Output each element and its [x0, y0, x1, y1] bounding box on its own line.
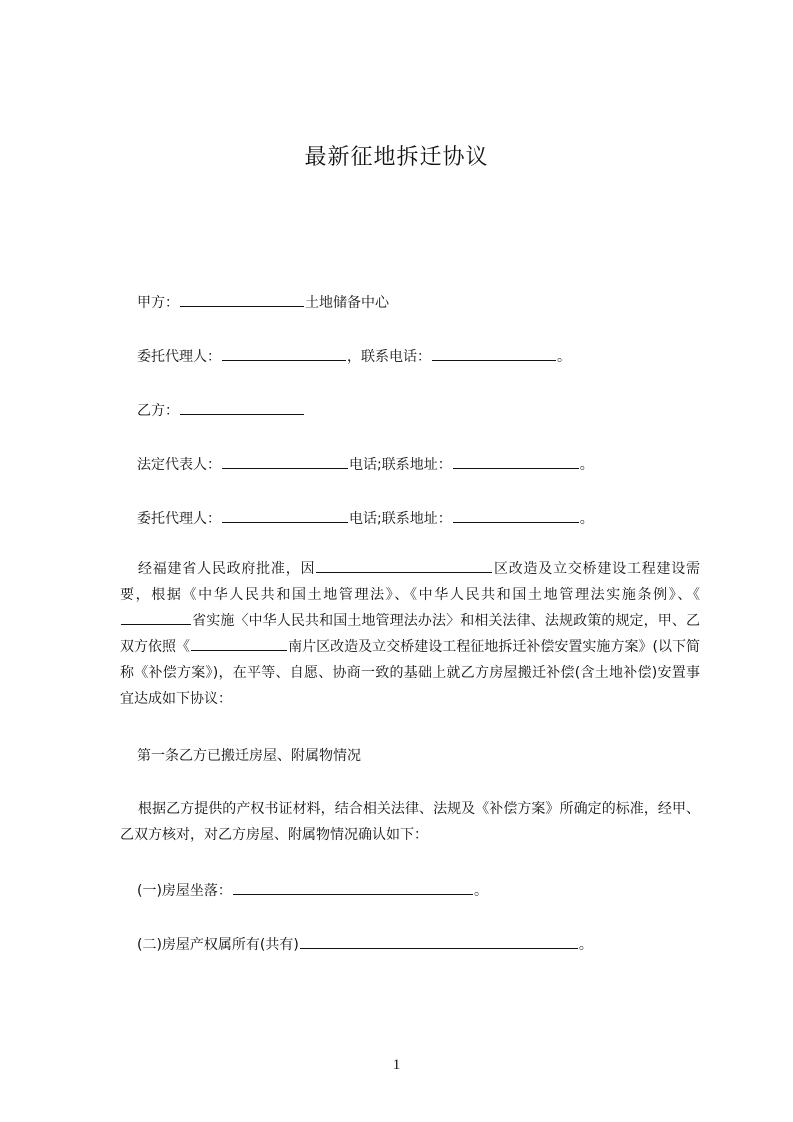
agent1-line: [137, 345, 571, 366]
item2-blank: [300, 933, 578, 949]
agent1-label: 委托代理人：: [137, 349, 221, 365]
party-a-blank: [180, 291, 304, 307]
party-a-label: 甲方：: [137, 295, 179, 311]
para1-blank-1: [316, 557, 492, 573]
legal-rep-label: 法定代表人：: [137, 457, 221, 473]
party-b-line: [137, 399, 305, 420]
para1-blank-2: [121, 609, 191, 625]
item-2-line: [137, 933, 593, 954]
agent2-end: 。: [579, 511, 594, 527]
party-b-label: 乙方：: [137, 403, 179, 419]
agent1-end: 。: [557, 349, 571, 365]
para1-part-d: 省实施〈中华人民共和国土地管理法办法〉和相关法律、法规政策的规定，甲、乙双方依照《: [120, 613, 700, 655]
agent1-mid: ，联系电话：: [347, 349, 431, 365]
item2-label: (二)房屋产权属所有(共有): [137, 937, 299, 953]
legal-rep-line: [137, 453, 594, 474]
item2-end: 。: [578, 937, 593, 953]
legal-rep-mid: 电话;联系地址：: [349, 457, 452, 473]
para1-part-c: 工程建设需要，根据《中华人民共和国土地管理法》、《中华人民共和国土地管理法实施条例》、《: [120, 561, 701, 603]
para1-part-e: 南片区改造及立交桥建设工程征地拆迁补偿安置实施方案》(以下简称《补偿方案》)，在平等、自愿、协商一致的基础上就乙方房屋搬迁补偿(含土地补偿)安置事宜达成如下协议：: [120, 639, 700, 707]
party-b-blank: [180, 399, 304, 415]
agent2-blank: [222, 507, 348, 523]
page-number: 1: [392, 1057, 401, 1073]
agent1-phone-blank: [432, 345, 556, 361]
legal-rep-address-blank: [453, 453, 579, 469]
article-1-heading: 第一条乙方已搬迁房屋、附属物情况: [137, 748, 361, 764]
party-a-line: [137, 291, 389, 312]
agent1-name-blank: [222, 345, 346, 361]
paragraph-2: 根据乙方提供的产权书证材料，结合相关法律、法规及《补偿方案》所确定的标准，经甲、乙双方核对，对乙方房屋、附属物情况确认如下：: [120, 801, 700, 843]
item1-label: (一)房屋坐落：: [137, 883, 232, 899]
paragraph-1: [120, 556, 700, 712]
legal-rep-end: 。: [579, 457, 594, 473]
agent2-address-blank: [453, 507, 579, 523]
agent2-label: 委托代理人：: [137, 511, 221, 527]
item-1-line: [137, 879, 488, 900]
party-a-suffix: 土地储备中心: [305, 295, 389, 311]
agent2-mid: 电话;联系地址：: [349, 511, 452, 527]
item1-end: 。: [473, 883, 488, 899]
document-title: 最新征地拆迁协议: [304, 145, 489, 170]
legal-rep-blank: [222, 453, 348, 469]
para1-part-a: 经福建省人民政府批准，因: [138, 561, 316, 577]
agent2-line: [137, 507, 594, 528]
para1-blank-3: [191, 635, 287, 651]
item1-blank: [233, 879, 473, 895]
para1-part-b: 区改造及立交桥建设: [493, 561, 627, 577]
